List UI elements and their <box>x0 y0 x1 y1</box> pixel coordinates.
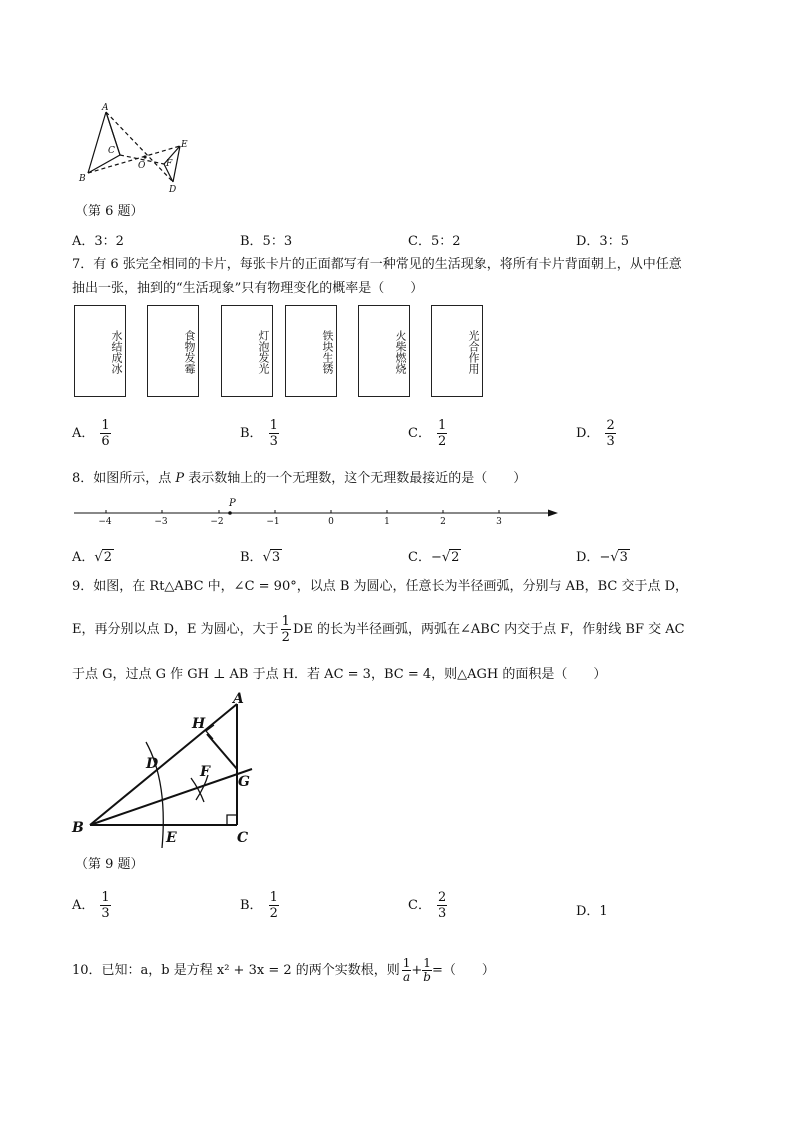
q9-half-frac <box>281 614 291 645</box>
q8-option-a-letter: A． <box>72 550 95 565</box>
q9-option-b-num: 1 <box>269 890 278 905</box>
sqrt-icon: √ <box>94 550 103 565</box>
card-6-text: 光合作用 <box>467 330 480 374</box>
q6-label-e: E <box>181 140 188 150</box>
q9-figure <box>70 690 260 850</box>
card-6 <box>431 305 483 397</box>
q6-label-d: D <box>169 185 177 195</box>
q8-option-c-sign: − <box>430 550 442 565</box>
card-5 <box>358 305 410 397</box>
q7-option-b-letter: B． <box>240 426 263 441</box>
q10-stem-a: 10．已知：a，b 是方程 x² + 3x = 2 的两个实数根，则 <box>72 963 400 978</box>
q9-label-a: A <box>233 691 244 707</box>
q9-option-c-letter: C． <box>408 898 431 913</box>
q9-option-a-frac <box>100 890 110 921</box>
q8-option-c-rad: 2 <box>451 550 460 565</box>
q9-label-b: B <box>72 820 84 836</box>
q7-option-b-den: 3 <box>269 434 278 449</box>
q9-option-a-den: 3 <box>101 906 110 921</box>
q6-label-f: F <box>166 159 173 169</box>
q7-option-d-den: 3 <box>606 434 615 449</box>
card-3 <box>221 305 273 397</box>
q8-option-b-letter: B． <box>240 550 263 565</box>
q7-option-b[interactable] <box>240 418 279 449</box>
q7-option-a-letter: A． <box>72 426 95 441</box>
sqrt-icon: √ <box>441 550 451 565</box>
card-1 <box>74 305 126 397</box>
q9-label-d: D <box>146 756 159 772</box>
q7-option-d-frac <box>605 418 615 449</box>
q8-option-c[interactable] <box>408 546 461 565</box>
card-3-text: 灯泡发光 <box>257 330 270 374</box>
q10-frac-2 <box>422 957 432 984</box>
card-4-text: 铁块生锈 <box>321 330 334 374</box>
q6-label-b: B <box>79 174 86 184</box>
q9-option-b[interactable] <box>240 890 279 921</box>
q10-frac-2-num: 1 <box>423 956 431 970</box>
q6-caption: （第 6 题） <box>75 204 144 219</box>
q9-option-c[interactable] <box>408 890 447 921</box>
card-1-text: 水结成冰 <box>110 330 123 374</box>
q10-stem-b: =（ ） <box>431 963 495 978</box>
tick-label: 0 <box>328 517 334 527</box>
q7-option-a[interactable] <box>72 418 111 449</box>
tick-label: −2 <box>210 517 224 527</box>
sqrt-icon: √ <box>262 550 271 565</box>
q8-option-b[interactable] <box>240 546 282 565</box>
q9-label-g: G <box>238 774 250 790</box>
q9-line2-a: E，再分别以点 D，E 为圆心，大于 <box>72 622 279 637</box>
q9-option-c-den: 3 <box>437 906 447 921</box>
q9-line1: 9．如图，在 Rt△ABC 中，∠C = 90°，以点 B 为圆心，任意长为半径画弧，分别与 AB，BC 交于点 D， <box>72 579 689 594</box>
q9-label-c: C <box>237 830 249 846</box>
q9-line3: 于点 G，过点 G 作 GH ⊥ AB 于点 H．若 AC = 3，BC = 4，则△AGH 的面积是（ ） <box>72 667 607 682</box>
q7-option-b-frac <box>269 418 279 449</box>
q8-stem-p: P <box>175 471 185 486</box>
q7-option-a-num: 1 <box>101 418 110 433</box>
card-4 <box>285 305 337 397</box>
q7-option-d-letter: D． <box>576 426 600 441</box>
q8-stem-a: 8．如图所示，点 <box>72 471 176 486</box>
q6-figure <box>75 100 195 196</box>
q9-label-h: H <box>192 716 206 732</box>
q7-option-c-den: 2 <box>437 434 447 449</box>
q9-option-c-num: 2 <box>437 890 447 905</box>
q7-option-c-frac <box>437 418 447 449</box>
q7-option-b-num: 1 <box>269 418 278 433</box>
q10-frac-1-num: 1 <box>402 956 411 970</box>
q9-option-a-num: 1 <box>101 890 110 905</box>
q9-option-b-den: 2 <box>269 906 278 921</box>
sqrt-icon: √ <box>610 550 619 565</box>
q8-option-d-letter: D． <box>576 550 600 565</box>
q6-option-b[interactable]: B．5：3 <box>240 234 293 249</box>
q8-option-b-rad: 3 <box>271 550 281 565</box>
tick-label: −3 <box>154 517 168 527</box>
q10-frac-1 <box>402 957 412 984</box>
tick-label: −1 <box>266 517 280 527</box>
q9-caption: （第 9 题） <box>75 857 144 872</box>
q9-line2 <box>72 612 685 648</box>
q7-stem-line2: 抽出一张，抽到的“生活现象”只有物理变化的概率是（ ） <box>72 281 424 296</box>
q7-stem-line1: 7．有 6 张完全相同的卡片，每张卡片的正面都写有一种常见的生活现象，将所有卡片背面朝上，从中任意 <box>72 257 682 272</box>
q7-option-c-letter: C． <box>408 426 431 441</box>
q7-option-c-num: 1 <box>437 418 447 433</box>
q8-stem <box>72 470 526 488</box>
q9-half-num: 1 <box>281 614 290 629</box>
q7-option-d[interactable] <box>576 418 616 449</box>
q9-line2-b: DE 的长为半径画弧，两弧在∠ABC 内交于点 F，作射线 BF 交 AC <box>292 622 685 637</box>
q6-label-c: C <box>108 146 115 156</box>
q8-stem-b: 表示数轴上的一个无理数，这个无理数最接近的是（ ） <box>184 471 527 486</box>
q9-option-c-frac <box>437 890 447 921</box>
tick-label: −4 <box>98 517 112 527</box>
q6-option-d[interactable]: D．3：5 <box>576 234 629 249</box>
q7-option-a-den: 6 <box>101 434 110 449</box>
q8-option-d[interactable] <box>576 546 630 565</box>
q8-option-d-sign: − <box>599 550 611 565</box>
tick-label: 2 <box>440 517 446 527</box>
q6-option-c[interactable]: C．5：2 <box>408 234 461 249</box>
number-line <box>74 494 560 530</box>
q6-label-o: O <box>138 161 146 171</box>
q7-option-d-num: 2 <box>606 418 615 433</box>
q8-option-d-rad: 3 <box>619 550 628 565</box>
q8-option-c-letter: C． <box>408 550 431 565</box>
q9-option-b-letter: B． <box>240 898 263 913</box>
q9-half-den: 2 <box>281 630 290 645</box>
q10-frac-2-den: b <box>423 970 431 984</box>
tick-label: 3 <box>496 517 502 527</box>
point-p-label: P <box>229 498 236 509</box>
tick-label: 1 <box>384 517 390 527</box>
card-2-text: 食物发霉 <box>183 330 196 374</box>
q9-option-a[interactable] <box>72 890 111 921</box>
q10-plus: + <box>411 963 423 978</box>
q7-option-c[interactable] <box>408 418 447 449</box>
q8-option-a[interactable] <box>72 546 114 565</box>
q9-option-d[interactable] <box>576 900 608 919</box>
q9-option-a-letter: A． <box>72 898 95 913</box>
q6-option-a[interactable]: A．3：2 <box>72 234 124 249</box>
q9-option-b-frac <box>269 890 279 921</box>
q9-label-f: F <box>200 764 210 780</box>
card-5-text: 火柴燃烧 <box>394 330 407 374</box>
q9-label-e: E <box>166 830 177 846</box>
q6-label-a: A <box>102 103 109 113</box>
q10-stem <box>72 954 495 988</box>
q7-option-a-frac <box>100 418 110 449</box>
card-2 <box>147 305 199 397</box>
q10-frac-1-den: a <box>402 970 411 984</box>
q8-option-a-rad: 2 <box>103 550 112 565</box>
q9-option-d-letter: D．1 <box>576 904 608 919</box>
